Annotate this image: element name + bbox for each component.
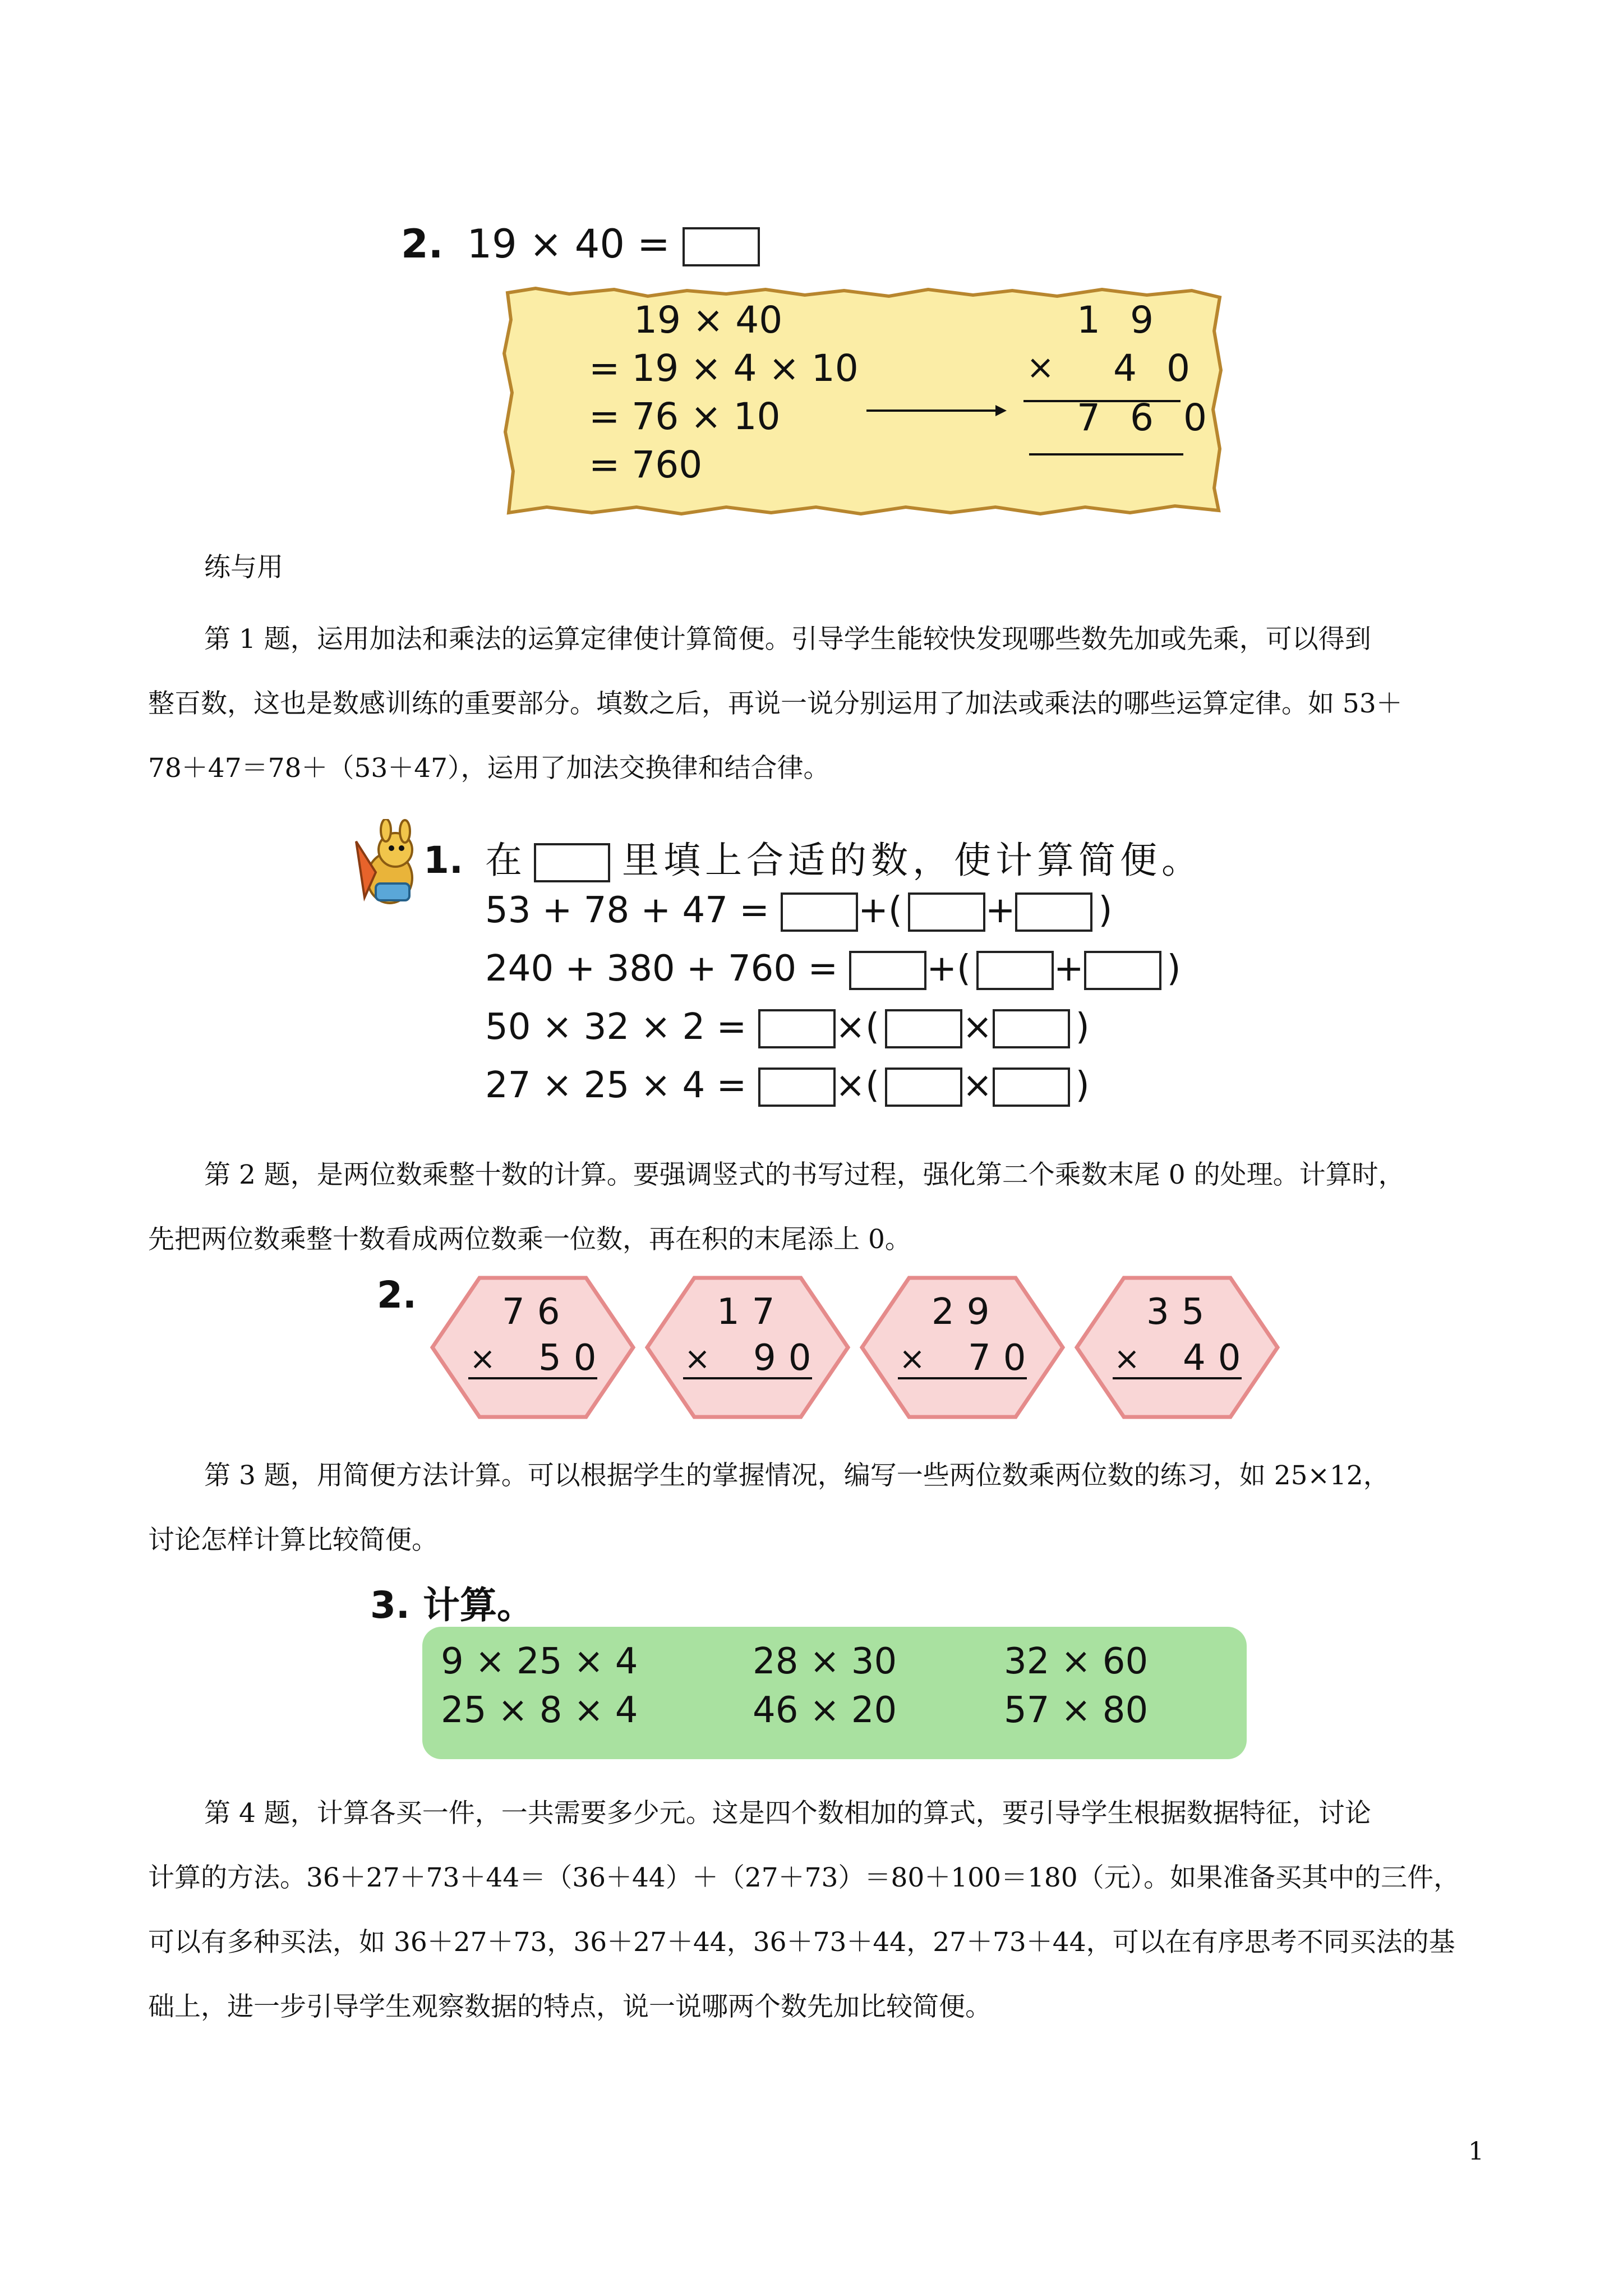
step-4: = 760 <box>589 443 703 486</box>
exercise-2-number: 2. <box>377 1273 417 1317</box>
calc-item: 28 × 30 <box>753 1641 897 1682</box>
calc-item: 46 × 20 <box>753 1690 897 1731</box>
hexagon-item <box>1073 1274 1281 1420</box>
answer-box[interactable] <box>976 951 1054 990</box>
example-expression: 19 × 40 = <box>467 221 670 267</box>
multiplicand: 29 <box>932 1291 1002 1333</box>
title-suffix: 里填上合适的数，使计算简便。 <box>621 839 1203 882</box>
paragraph-line: 78＋47＝78＋（53＋47），运用了加法交换律和结合律。 <box>148 753 830 784</box>
answer-box[interactable] <box>885 1009 962 1048</box>
paragraph-line: 第 4 题，计算各买一件，一共需要多少元。这是四个数相加的算式，要引导学生根据数据特征，讨论 <box>204 1798 1371 1829</box>
paragraph-line: 第 2 题，是两位数乘整十数的计算。要强调竖式的书写过程，强化第二个乘数末尾 0 的处理。计算时， <box>204 1159 1405 1190</box>
exercise-1 <box>325 819 1301 1122</box>
step-2: = 19 × 4 × 10 <box>589 347 859 390</box>
fill-row-2: 240 + 380 + 760 = +( + ) <box>485 948 1181 990</box>
vertical-times-sign: × <box>1026 348 1055 387</box>
row-operator: × <box>962 1006 993 1048</box>
row-operator: + <box>1054 948 1084 990</box>
paragraph-problem-3 <box>148 1443 1494 1572</box>
step-3: = 76 × 10 <box>589 395 781 438</box>
multiplicand: 35 <box>1146 1291 1217 1333</box>
step-1: 19 × 40 <box>634 298 783 342</box>
times-sign: × <box>469 1341 508 1377</box>
vertical-multiplicand: 1 9 <box>1077 298 1163 342</box>
answer-box[interactable] <box>849 951 926 990</box>
times-sign: × <box>684 1341 723 1377</box>
answer-box[interactable] <box>993 1009 1070 1048</box>
hexagon-item <box>644 1274 851 1420</box>
times-sign: × <box>1114 1341 1152 1377</box>
paragraph-line: 第 1 题，运用加法和乘法的运算定律使计算简便。引导学生能较快发现哪些数先加或先乘，可以得到 <box>204 624 1371 655</box>
vertical-product: 7 6 0 <box>1077 396 1216 439</box>
answer-box <box>683 227 760 266</box>
row-expression: 240 + 380 + 760 = <box>485 948 838 990</box>
row-operator: × <box>962 1065 993 1106</box>
page-number: 1 <box>1468 2137 1484 2166</box>
fill-row-3: 50 × 32 × 2 = ×( × ) <box>485 1006 1090 1048</box>
paragraph-line: 可以有多种买法，如 36＋27＋73，36＋27＋44，36＋73＋44，27＋73＋44，可以在有序思考不同买法的基 <box>148 1927 1455 1958</box>
calc-item: 9 × 25 × 4 <box>441 1641 638 1682</box>
calc-item: 32 × 60 <box>1004 1641 1149 1682</box>
answer-box[interactable] <box>993 1068 1070 1107</box>
answer-box[interactable] <box>1084 951 1161 990</box>
row-expression: 53 + 78 + 47 = <box>485 890 769 931</box>
section-title: 练与用 <box>204 552 283 583</box>
row-operator: + <box>926 948 957 990</box>
calc-item: 25 × 8 × 4 <box>441 1690 638 1731</box>
row-operator: + <box>858 890 888 931</box>
multiplicand: 76 <box>502 1291 573 1333</box>
hexagon-item <box>859 1274 1066 1420</box>
multiplier: 50 <box>538 1337 609 1379</box>
paragraph-problem-4 <box>148 1781 1494 2039</box>
example-2-heading <box>401 219 760 269</box>
answer-box[interactable] <box>758 1009 836 1048</box>
vertical-multiplier: 4 0 <box>1113 347 1199 390</box>
row-operator: × <box>835 1006 866 1048</box>
fill-row-1: 53 + 78 + 47 = +( + ) <box>485 890 1113 931</box>
hexagon-item <box>429 1274 637 1420</box>
paragraph-problem-1 <box>148 607 1494 800</box>
exercise-number: 1. <box>423 839 463 882</box>
times-sign: × <box>899 1341 938 1377</box>
answer-box[interactable] <box>758 1068 836 1107</box>
fill-row-4: 27 × 25 × 4 = ×( × ) <box>485 1065 1090 1106</box>
example-box <box>534 843 610 882</box>
calc-item: 57 × 80 <box>1004 1690 1149 1731</box>
paragraph-line: 整百数，这也是数感训练的重要部分。填数之后，再说一说分别运用了加法或乘法的哪些运算定律。如 53＋ <box>148 688 1403 719</box>
row-operator: + <box>985 890 1016 931</box>
multiplier: 40 <box>1183 1337 1253 1379</box>
row-expression: 27 × 25 × 4 = <box>485 1065 747 1106</box>
paragraph-problem-2 <box>148 1143 1494 1272</box>
multiplier: 90 <box>753 1337 824 1379</box>
answer-box[interactable] <box>908 892 985 932</box>
paragraph-line: 计算的方法。36＋27＋73＋44＝（36＋44）＋（27＋73）＝80＋100＝180（元）。如果准备买其中的三件， <box>148 1862 1460 1893</box>
multiplicand: 17 <box>717 1291 787 1333</box>
multiplier: 70 <box>968 1337 1039 1379</box>
answer-box[interactable] <box>781 892 858 932</box>
answer-box[interactable] <box>1015 892 1092 932</box>
paragraph-line: 础上，进一步引导学生观察数据的特点，说一说哪两个数先加比较简便。 <box>148 1991 992 2022</box>
example-number: 2. <box>401 221 444 267</box>
exercise-3-title: 3. 计算。 <box>370 1584 534 1627</box>
exercise-1-title <box>423 830 1203 884</box>
parchment-panel <box>502 286 1225 516</box>
paragraph-line: 第 3 题，用简便方法计算。可以根据学生的掌握情况，编写一些两位数乘两位数的练习，如 25×12， <box>204 1460 1390 1491</box>
row-operator: × <box>835 1065 866 1106</box>
answer-box[interactable] <box>885 1068 962 1107</box>
paragraph-line: 先把两位数乘整十数看成两位数乘一位数，再在积的末尾添上 0。 <box>148 1224 911 1255</box>
row-expression: 50 × 32 × 2 = <box>485 1006 747 1048</box>
paragraph-line: 讨论怎样计算比较简便。 <box>148 1525 438 1556</box>
title-prefix: 在 <box>485 839 522 882</box>
